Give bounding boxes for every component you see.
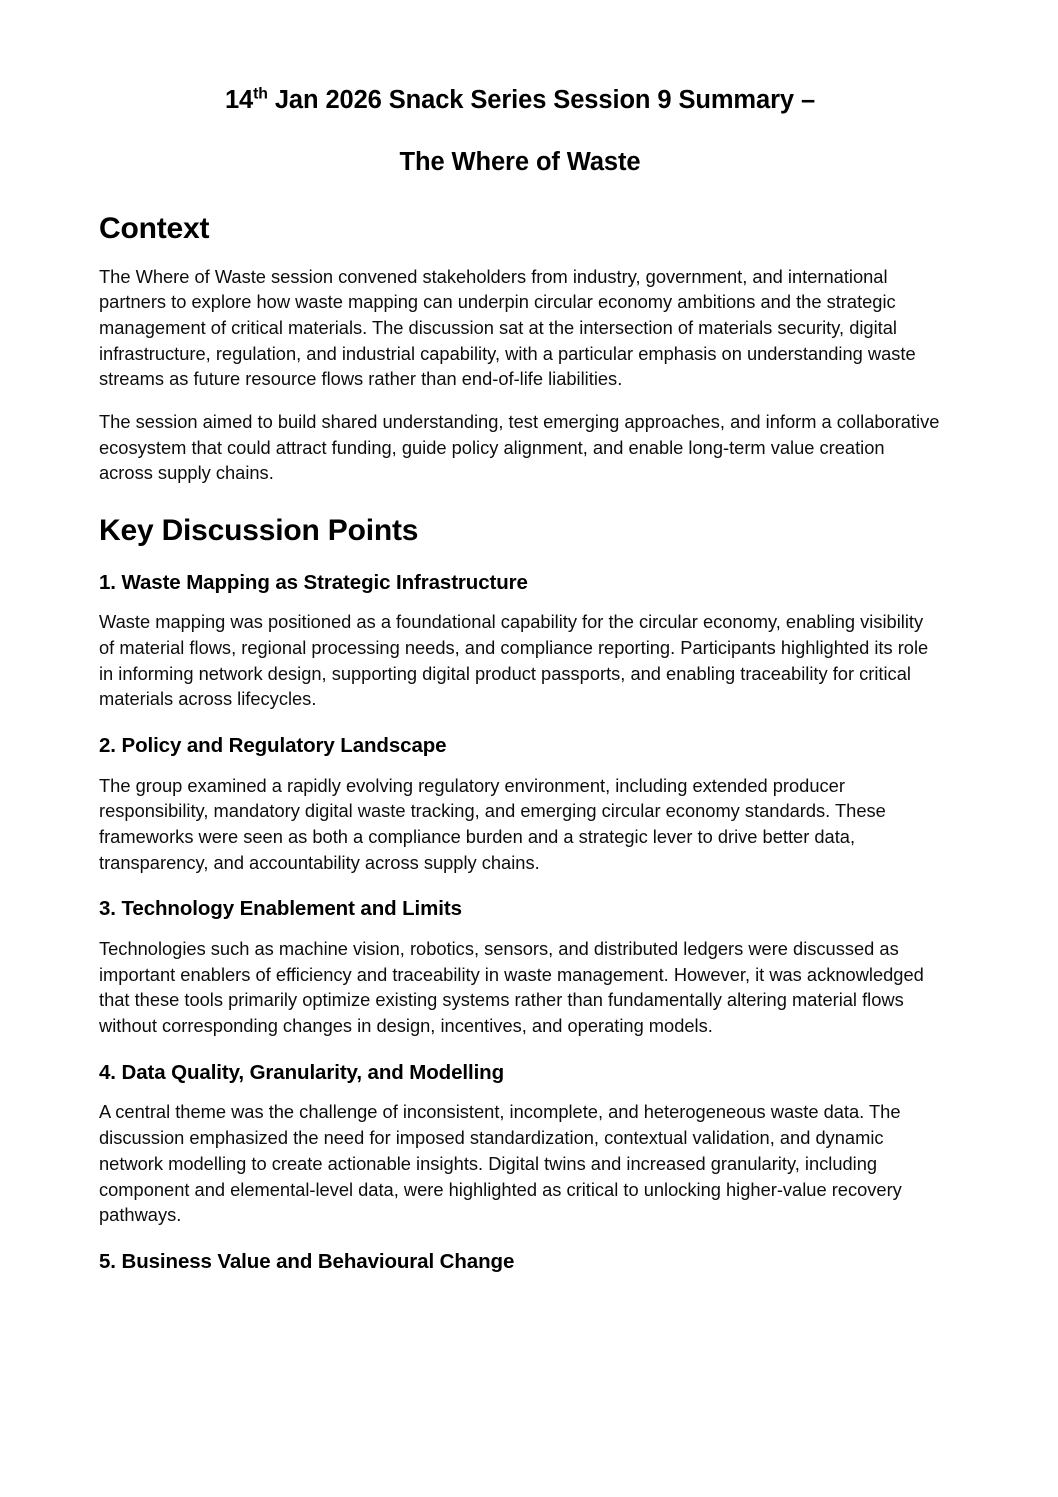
context-paragraph-1: The Where of Waste session convened stakeholders from industry, government, and international partners to explore how waste mapping can underpin circular economy ambitions and the strategic management of critical materials. The discussion sat at the intersection of materials security, digital infrastructure, regulation, and industrial capability, with a particular emphasis on understanding waste streams as future resource flows rather than end-of-life liabilities. <box>99 265 916 390</box>
discussion-point-body-1: Waste mapping was positioned as a foundational capability for the circular economy, enabling visibility of material flows, regional processing needs, and compliance reporting. Participants highlighted its role in informing network design, supporting digital product passports, and enabling traceability for critical materials across lifecycles. <box>99 611 929 710</box>
document-title-date-number: 14 <box>224 86 254 114</box>
document-title-line-1 <box>99 0 941 114</box>
context-paragraph-2: The session aimed to build shared understanding, test emerging approaches, and inform a collaborative ecosystem that could attract funding, guide policy alignment, and enable long-term value creation across supply chains. <box>99 411 940 484</box>
discussion-point-heading-1: 1. Waste Mapping as Strategic Infrastructure <box>99 570 528 594</box>
discussion-point-body-2: The group examined a rapidly evolving regulatory environment, including extended producer responsibility, mandatory digital waste tracking, and emerging circular economy standards. These frameworks were seen as both a compliance burden and a strategic lever to drive better data, transparency, and accountability across supply chains. <box>99 774 886 873</box>
document-title-line-2: The Where of Waste <box>399 147 641 176</box>
discussion-point-heading-2: 2. Policy and Regulatory Landscape <box>99 734 447 758</box>
discussion-point-heading-5: 5. Business Value and Behavioural Change <box>99 1249 515 1273</box>
document-title-ordinal-suffix: th <box>253 85 268 103</box>
document-content <box>99 0 941 1275</box>
section-heading-key-discussion-points: Key Discussion Points <box>99 514 419 548</box>
discussion-point-body-4: A central theme was the challenge of inconsistent, incomplete, and heterogeneous waste data. The discussion emphasized the need for imposed standardization, contextual validation, and dynamic network modelling to create actionable insights. Digital twins and increased granularity, including component and elemental-level data, were highlighted as critical to unlocking higher-value recovery pathways. <box>99 1101 902 1226</box>
discussion-point-heading-3: 3. Technology Enablement and Limits <box>99 897 462 921</box>
discussion-point-body-3: Technologies such as machine vision, robotics, sensors, and distributed ledgers were discussed as important enablers of efficiency and traceability in waste management. However, it was acknowledged that these tools primarily optimize existing systems rather than fundamentally altering material flows without corresponding changes in design, incentives, and operating models. <box>99 938 924 1037</box>
document-title <box>99 0 941 175</box>
discussion-point-heading-4: 4. Data Quality, Granularity, and Modelling <box>99 1060 505 1084</box>
document-title-line-1-rest: Jan 2026 Snack Series Session 9 Summary – <box>267 86 816 114</box>
section-heading-context: Context <box>99 212 210 245</box>
